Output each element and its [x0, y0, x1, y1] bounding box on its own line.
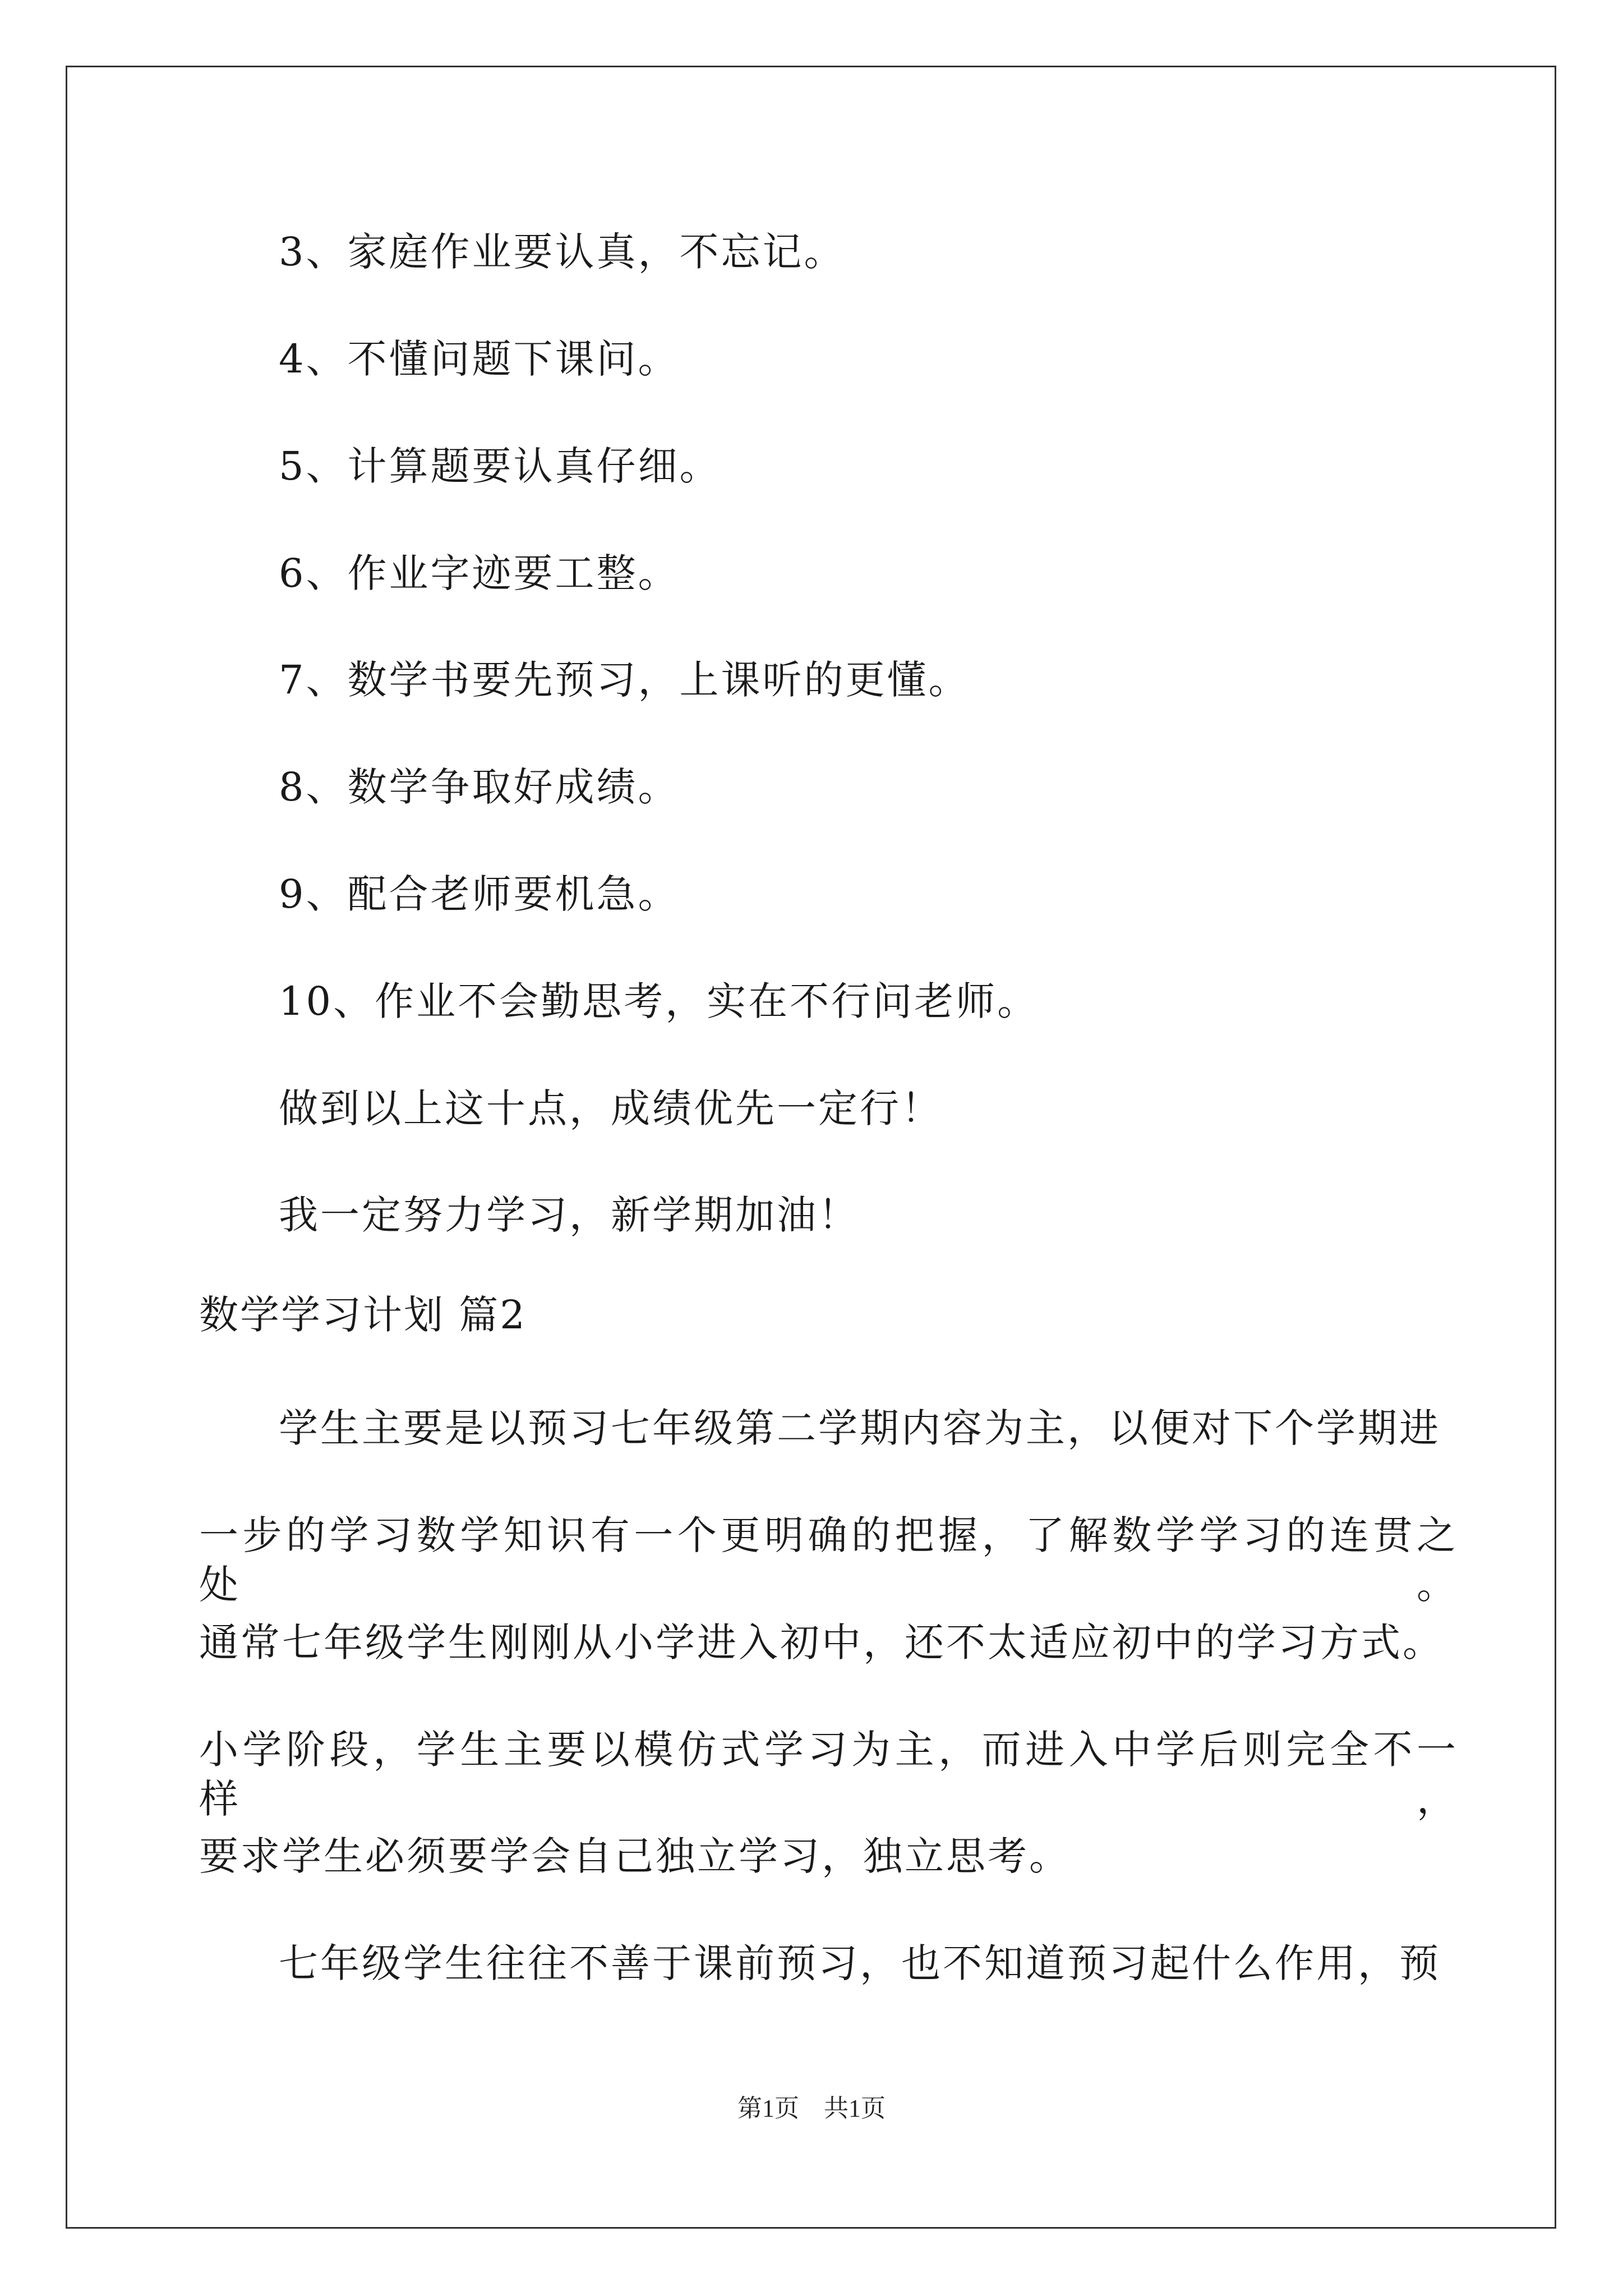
paragraph-line: 小学阶段，学生主要以模仿式学习为主，而进入中学后则完全不一样， [199, 1727, 1458, 1822]
paragraph-line: 通常七年级学生刚刚从小学进入初中，还不太适应初中的学习方式。 [199, 1619, 1444, 1665]
paragraph-line: 学生主要是以预习七年级第二学期内容为主，以便对下个学期进 [279, 1405, 1441, 1451]
paragraph-line: 七年级学生往往不善于课前预习，也不知道预习起什么作用，预 [279, 1940, 1441, 1986]
list-item: 3、家庭作业要认真，不忘记。 [279, 229, 846, 275]
list-item: 5、计算题要认真仔细。 [279, 443, 721, 489]
list-item: 4、不懂问题下课问。 [279, 336, 680, 382]
closing-line: 做到以上这十点，成绩优先一定行！ [279, 1085, 943, 1131]
list-item: 6、作业字迹要工整。 [279, 550, 680, 596]
page-border [66, 66, 1556, 2229]
section-heading: 数学学习计划 篇2 [199, 1292, 527, 1338]
paragraph-line: 一步的学习数学知识有一个更明确的把握，了解数学学习的连贯之处。 [199, 1512, 1458, 1608]
list-item: 8、数学争取好成绩。 [279, 764, 680, 810]
list-item: 10、作业不会勤思考，实在不行问老师。 [279, 978, 1039, 1024]
list-item: 9、配合老师要机急。 [279, 871, 680, 917]
closing-line: 我一定努力学习，新学期加油！ [279, 1192, 860, 1238]
paragraph-line: 要求学生必须要学会自己独立学习，独立思考。 [199, 1833, 1071, 1879]
page-footer: 第1页 共1页 [737, 2095, 886, 2122]
list-item: 7、数学书要先预习，上课听的更懂。 [279, 657, 970, 703]
